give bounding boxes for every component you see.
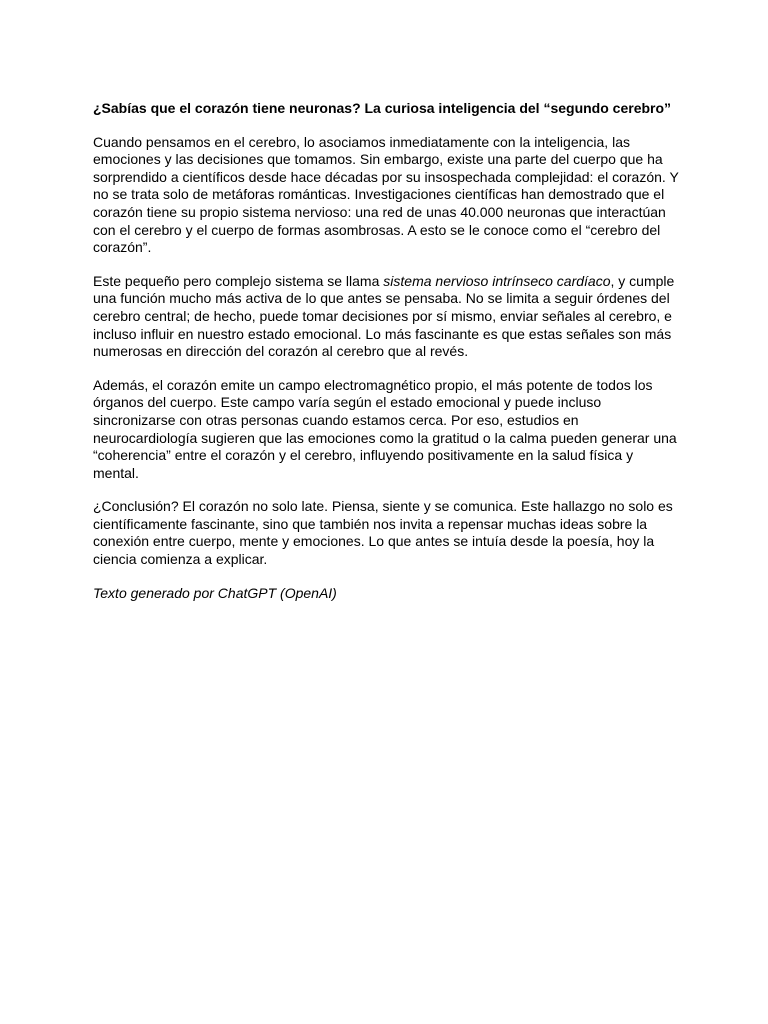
- paragraph-text: Este pequeño pero complejo sistema se llama: [93, 272, 384, 289]
- document-page: [93, 100, 679, 618]
- paragraph-intro: Cuando pensamos en el cerebro, lo asociamos inmediatamente con la inteligencia, las emociones y las decisiones que tomamos. Sin embargo, existe una parte del cuerpo que ha sorprendido a científicos desde hace décadas por su insospechada complejidad: el corazón. Y no se trata solo de metáforas románticas. Investigaciones científicas han demostrado que el corazón tiene su propio sistema nervioso: una red de unas 40.000 neuronas que interactúan con el cerebro y el cuerpo de formas asombrosas. A esto se le conoce como el “cerebro del corazón”.: [93, 133, 679, 256]
- italic-term: sistema nervioso intrínseco cardíaco: [383, 272, 611, 289]
- paragraph-text: , y cumple una función mucho más activa de lo que antes se pensaba. No se limita a seguir órdenes del cerebro central; de hecho, puede tomar decisiones por sí mismo, enviar señales al cerebro, e incluso influir en nuestro estado emocional. Lo más fascinante es que estas señales son más numerosas en dirección del corazón al cerebro que al revés.: [93, 272, 675, 360]
- paragraph-intrinsic-system: [93, 273, 679, 361]
- document-title: ¿Sabías que el corazón tiene neuronas? La curiosa inteligencia del “segundo cerebro”: [93, 100, 672, 116]
- credit-line: Texto generado por ChatGPT (OpenAI): [93, 584, 337, 601]
- paragraph-conclusion: ¿Conclusión? El corazón no solo late. Piensa, siente y se comunica. Este hallazgo no solo es científicamente fascinante, sino que también nos invita a repensar muchas ideas sobre la conexión entre cuerpo, mente y emociones. Lo que antes se intuía desde la poesía, hoy la ciencia comienza a explicar.: [93, 498, 673, 568]
- paragraph-electromagnetic-field: Además, el corazón emite un campo electromagnético propio, el más potente de todos los órganos del cuerpo. Este campo varía según el estado emocional y puede incluso sincronizarse con otras personas cuando estamos cerca. Por eso, estudios en neurocardiología sugieren que las emociones como la gratitud o la calma pueden generar una “coherencia” entre el corazón y el cerebro, influyendo positivamente en la salud física y mental.: [93, 376, 677, 481]
